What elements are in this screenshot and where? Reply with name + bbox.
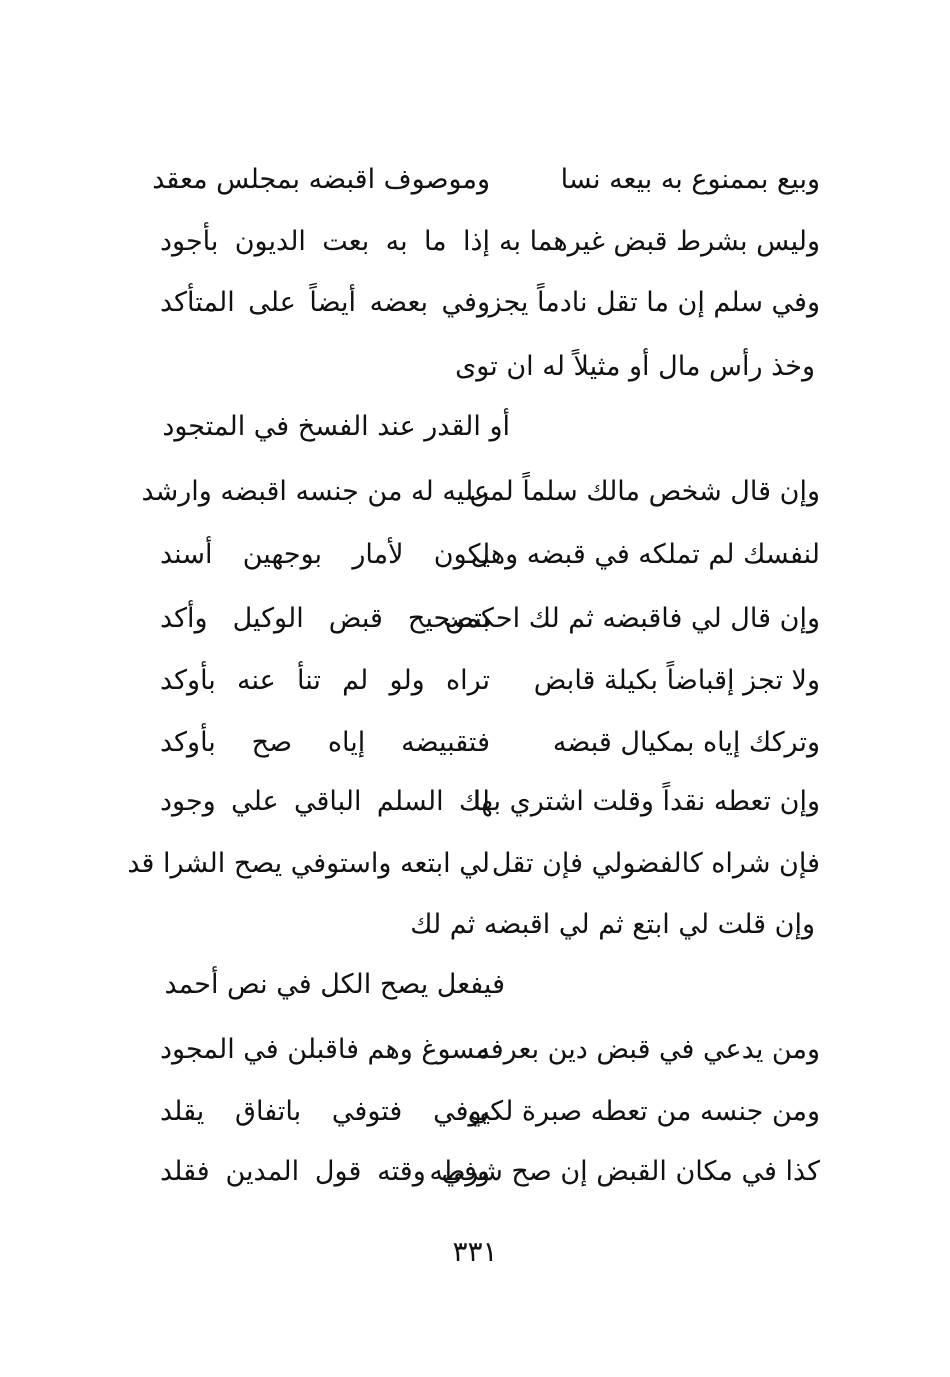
stanza-line-second: أو القدر عند الفسخ في المتجود [162,411,510,442]
stanza-line-first: وإن قلت لي ابتع ثم لي اقبضه ثم لك [410,909,815,940]
verse-second-hemistich: يوفي فتوفي باتفاق يقلد [160,1096,490,1127]
verse-line [160,1025,820,1075]
verse-second-hemistich: تراه ولو لم تنأ عنه بأوكد [160,665,490,696]
verse-first-hemistich: وتركك إياه بمكيال قبضه [552,727,820,758]
verse-line [127,839,820,889]
verse-second-hemistich: وفي بعضه أيضاً على المتأكد [160,287,490,318]
verse-first-hemistich: ولا تجز إقباضاً بكيلة قابض [533,665,820,696]
verse-second-hemistich: لك السلم الباقي علي وجود [160,786,490,817]
verse-line [160,278,820,328]
verse-line [160,656,820,706]
verse-line [160,777,820,827]
page-number: ٣٣١ [452,1235,498,1268]
verse-first-hemistich: وبيع بممنوع به بيعه نسا [560,164,820,195]
verse-line [160,217,820,267]
verse-first-hemistich: ومن يدعي في قبض دين بعرفه [476,1034,820,1065]
verse-line [160,718,820,768]
verse-second-hemistich: فتقبيضه إياه صح بأوكد [160,727,490,758]
verse-first-hemistich: وإن قال شخص مالك سلماً لمن [469,476,820,507]
verse-line [160,1147,820,1197]
stanza-line-second: فيفعل يصح الكل في نص أحمد [164,969,505,1000]
verse-first-hemistich: وإن تعطه نقداً وقلت اشتري بها [472,786,820,817]
verse-second-hemistich: بتصحيح قبض الوكيل وأكد [160,603,490,634]
verse-line [160,1087,820,1137]
verse-first-hemistich: وإن قال لي فاقبضه ثم لك احكمن [444,603,820,634]
stanza-line-first: وخذ رأس مال أو مثيلاً له ان توى [455,351,815,382]
verse-first-hemistich: وفي سلم إن ما تقل نادماً يجز [488,287,820,318]
verse-first-hemistich: لنفسك لم تملكه في قبضه وهل [470,539,820,570]
verse-second-hemistich: عليه له من جنسه اقبضه وارشد [141,476,490,507]
verse-second-hemistich: وموصوف اقبضه بمجلس معقد [152,164,490,195]
verse-first-hemistich: كذا في مكان القبض إن صح شرطه [429,1156,820,1187]
verse-second-hemistich: وفي وقته قول المدين فقلد [160,1156,490,1187]
verse-line [160,530,820,580]
verse-second-hemistich: يكون لأمار بوجهين أسند [160,539,490,570]
verse-line [152,155,820,205]
verse-second-hemistich: إذا ما به بعت الديون بأجود [160,226,490,257]
verse-second-hemistich: مسوغ وهم فاقبلن في المجود [159,1034,490,1065]
verse-first-hemistich: ومن جنسه من تعطه صبرة لكي [467,1096,820,1127]
verse-line [160,594,820,644]
verse-second-hemistich: لي ابتعه واستوفي يصح الشرا قد [127,848,490,879]
verse-first-hemistich: فإن شراه كالفضولي فإن تقل [491,848,820,879]
verse-first-hemistich: وليس بشرط قبض غيرهما به [499,226,820,257]
verse-line [141,467,820,517]
